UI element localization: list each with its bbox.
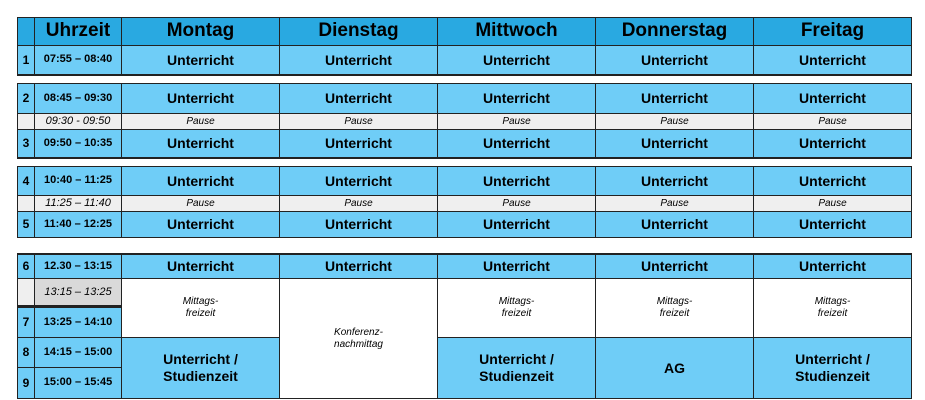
time-cell: 13:15 – 13:25	[34, 278, 122, 308]
pause-cell: Pause	[279, 113, 438, 130]
time-cell: 10:40 – 11:25	[34, 166, 122, 196]
row-number: 7	[17, 307, 35, 338]
pause-cell: Pause	[753, 113, 912, 130]
row-separator	[17, 157, 912, 159]
row-number: 5	[17, 211, 35, 238]
row-number	[17, 278, 35, 308]
lesson-cell: Unterricht	[437, 83, 596, 114]
lesson-cell: Unterricht	[753, 166, 912, 196]
time-cell: 09:50 – 10:35	[34, 129, 122, 158]
lesson-cell: Unterricht	[753, 45, 912, 75]
lunch-cell: Mittags- freizeit	[595, 278, 754, 338]
lesson-cell: Unterricht	[437, 45, 596, 75]
header-number-cell	[17, 17, 35, 46]
lesson-cell: Unterricht	[595, 83, 754, 114]
lesson-cell: Unterricht	[595, 45, 754, 75]
lesson-cell: Unterricht	[279, 166, 438, 196]
header-day-4: Donnerstag	[595, 17, 754, 46]
lesson-cell: Unterricht	[753, 83, 912, 114]
pause-cell: Pause	[121, 195, 280, 212]
time-cell: 07:55 – 08:40	[34, 45, 122, 75]
time-cell: 13:25 – 14:10	[34, 307, 122, 338]
lesson-cell: Unterricht	[437, 129, 596, 158]
header-day-5: Freitag	[753, 17, 912, 46]
lesson-cell: Unterricht	[279, 129, 438, 158]
time-cell: 12.30 – 13:15	[34, 254, 122, 279]
lunch-cell: Mittags- freizeit	[437, 278, 596, 338]
lesson-cell: Unterricht	[279, 211, 438, 238]
header-day-3: Mittwoch	[437, 17, 596, 46]
lesson-cell: Unterricht	[121, 129, 280, 158]
pause-cell: Pause	[595, 113, 754, 130]
lesson-cell: Unterricht	[279, 83, 438, 114]
time-cell: 14:15 – 15:00	[34, 337, 122, 368]
row-number: 4	[17, 166, 35, 196]
study-cell: Unterricht / Studienzeit	[121, 337, 280, 399]
lesson-cell: Unterricht	[595, 211, 754, 238]
row-number: 2	[17, 83, 35, 114]
lesson-cell: Unterricht	[279, 45, 438, 75]
lesson-cell: Unterricht	[121, 45, 280, 75]
time-cell: 11:40 – 12:25	[34, 211, 122, 238]
lesson-cell: Unterricht	[437, 254, 596, 279]
row-number: 1	[17, 45, 35, 75]
time-cell: 08:45 – 09:30	[34, 83, 122, 114]
time-cell: 09:30 - 09:50	[34, 113, 122, 130]
lunch-cell: Mittags- freizeit	[753, 278, 912, 338]
lesson-cell: Unterricht	[595, 254, 754, 279]
row-separator	[17, 253, 912, 255]
lesson-cell: Unterricht	[753, 254, 912, 279]
lesson-cell: Unterricht	[121, 166, 280, 196]
pause-cell: Pause	[595, 195, 754, 212]
pause-cell: Pause	[121, 113, 280, 130]
time-cell: 15:00 – 15:45	[34, 367, 122, 399]
ag-cell: AG	[595, 337, 754, 399]
time-cell: 11:25 – 11:40	[34, 195, 122, 212]
row-separator	[17, 305, 122, 307]
row-number: 6	[17, 254, 35, 279]
pause-cell: Pause	[437, 113, 596, 130]
lunch-cell: Mittags- freizeit	[121, 278, 280, 338]
row-number	[17, 113, 35, 130]
lesson-cell: Unterricht	[121, 254, 280, 279]
header-time: Uhrzeit	[34, 17, 122, 46]
lesson-cell: Unterricht	[437, 211, 596, 238]
lesson-cell: Unterricht	[121, 83, 280, 114]
conference-cell: Konferenz- nachmittag	[279, 278, 438, 399]
study-cell: Unterricht / Studienzeit	[437, 337, 596, 399]
row-number	[17, 195, 35, 212]
row-number: 9	[17, 367, 35, 399]
pause-cell: Pause	[753, 195, 912, 212]
lesson-cell: Unterricht	[121, 211, 280, 238]
lesson-cell: Unterricht	[753, 129, 912, 158]
header-day-2: Dienstag	[279, 17, 438, 46]
row-separator	[17, 74, 912, 76]
lesson-cell: Unterricht	[437, 166, 596, 196]
lesson-cell: Unterricht	[753, 211, 912, 238]
row-number: 3	[17, 129, 35, 158]
lesson-cell: Unterricht	[279, 254, 438, 279]
study-cell: Unterricht / Studienzeit	[753, 337, 912, 399]
lesson-cell: Unterricht	[595, 166, 754, 196]
pause-cell: Pause	[437, 195, 596, 212]
row-number: 8	[17, 337, 35, 368]
lesson-cell: Unterricht	[595, 129, 754, 158]
header-day-1: Montag	[121, 17, 280, 46]
pause-cell: Pause	[279, 195, 438, 212]
